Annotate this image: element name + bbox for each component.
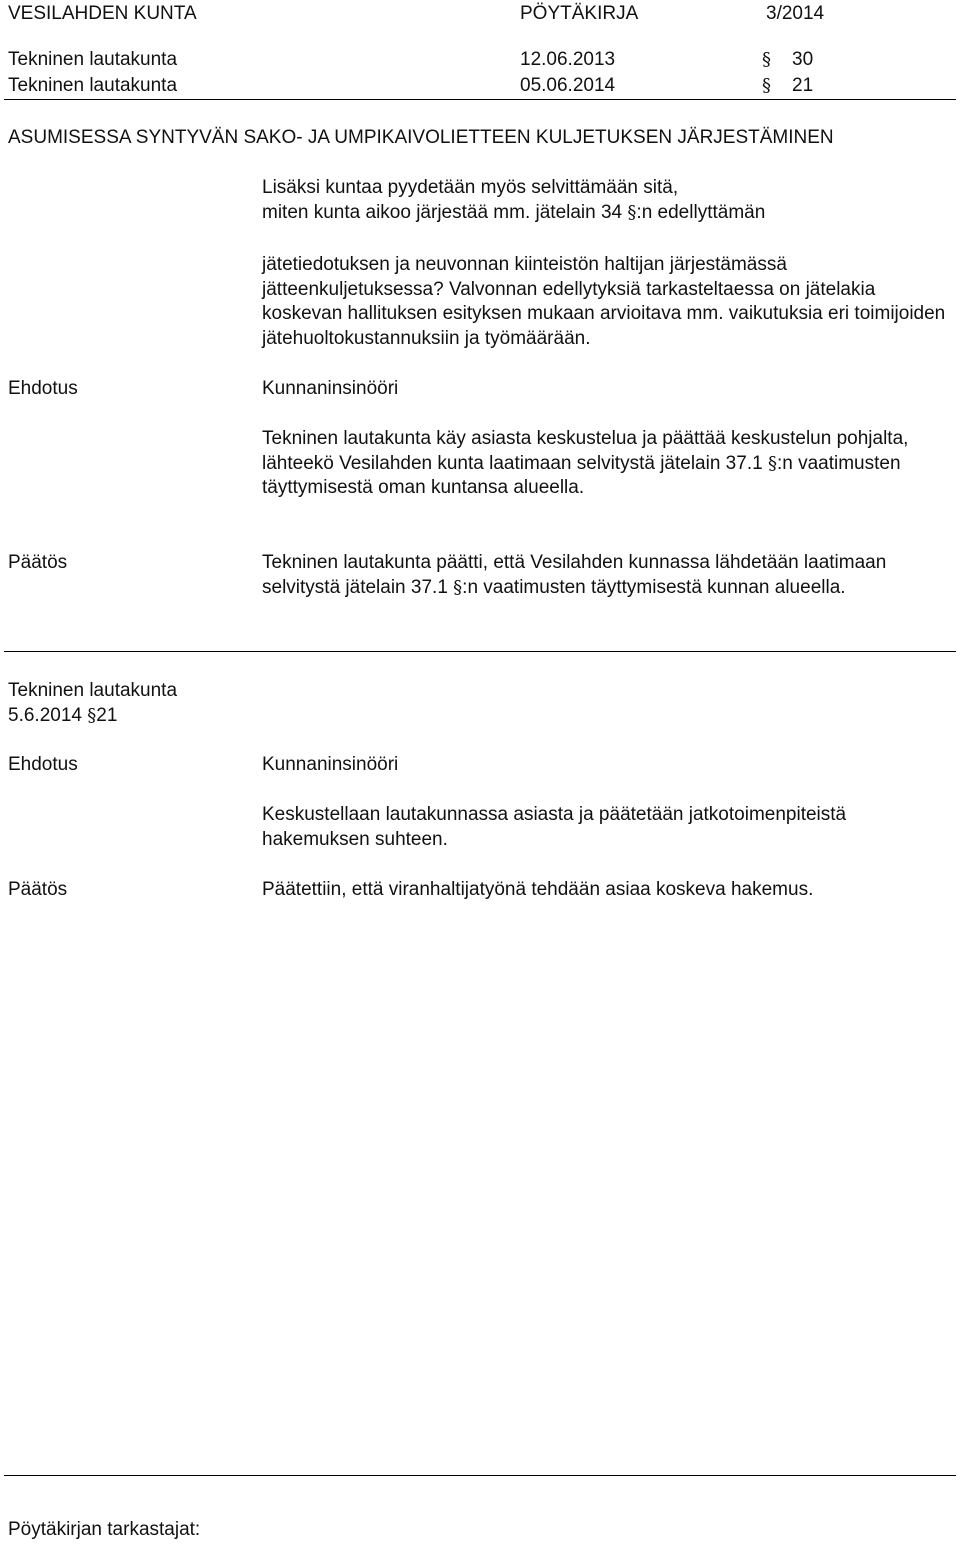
proposer: Kunnaninsinööri <box>262 754 399 775</box>
decision-text-tail: :n vaatimusten täyttymisestä kunnan alueella. <box>462 576 846 598</box>
section-number: 30 <box>792 49 814 70</box>
section-symbol: § <box>762 75 771 96</box>
proposer: Kunnaninsinööri <box>262 378 399 399</box>
decision-label: Päätös <box>8 879 68 900</box>
section-heading: Tekninen lautakunta <box>8 680 178 701</box>
section-reference <box>8 704 117 728</box>
footer-divider <box>4 1475 956 1476</box>
section-symbol: § <box>627 201 637 223</box>
proposal-label: Ehdotus <box>8 754 78 775</box>
section-symbol: § <box>767 452 777 474</box>
meeting-body: Tekninen lautakunta <box>8 75 178 96</box>
section-symbol: § <box>453 576 463 598</box>
section-number: 21 <box>792 75 814 96</box>
section-symbol: § <box>87 705 97 726</box>
meeting-date: 05.06.2014 <box>520 75 616 96</box>
decision-text: Päätettiin, että viranhaltijatyönä tehdään asiaa koskeva hakemus. <box>262 879 814 900</box>
section-divider <box>4 651 956 652</box>
proposal-text <box>262 427 952 501</box>
organization-name: VESILAHDEN KUNTA <box>8 3 197 24</box>
proposal-text: Keskustellaan lautakunnassa asiasta ja päätetään jatkotoimenpiteistä hakemuksen suhteen. <box>262 804 847 850</box>
proposal-text-tail: :n vaatimusten täyttymisestä oman kuntansa alueella. <box>262 452 901 498</box>
intro-paragraph-2: jätetiedotuksen ja neuvonnan kiinteistön haltijan järjestämässä jätteenkuljetuksessa? Valvonnan edellytyksiä tarkasteltaessa on jätelakia koskevan hallituksen esityksen mukaan arvioitava mm. vaikutuksia eri toimijoiden jätehuoltokustannuksiin ja työmäärään. <box>262 254 946 349</box>
intro-paragraph-1 <box>262 176 952 225</box>
intro-line-2-tail: :n edellyttämän <box>636 201 766 223</box>
intro-line-2-text: miten kunta aikoo järjestää mm. jätelain 34 <box>262 201 628 223</box>
document-type: PÖYTÄKIRJA <box>520 3 639 24</box>
meeting-date: 12.06.2013 <box>520 49 616 70</box>
document-number: 3/2014 <box>766 3 825 24</box>
proposal-label: Ehdotus <box>8 378 78 399</box>
decision-text <box>262 551 952 600</box>
decision-text-body: Tekninen lautakunta päätti, että Vesilahden kunnassa lähdetään laatimaan selvitystä jätelain 37.1 <box>262 552 887 598</box>
proposal-text-body: Tekninen lautakunta käy asiasta keskustelua ja päättää keskustelun pohjalta, lähteekö Vesilahden kunta laatimaan selvitystä jätelain 37.1 <box>262 428 909 474</box>
agenda-title: ASUMISESSA SYNTYVÄN SAKO- JA UMPIKAIVOLIETTEEN KULJETUKSEN JÄRJESTÄMINEN <box>8 127 834 148</box>
reviewers-label: Pöytäkirjan tarkastajat: <box>8 1519 201 1540</box>
meeting-body: Tekninen lautakunta <box>8 49 178 70</box>
intro-line-2 <box>262 202 765 223</box>
reference-number: 21 <box>96 705 118 726</box>
section-symbol: § <box>762 49 771 70</box>
decision-label: Päätös <box>8 552 68 573</box>
reference-date: 5.6.2014 <box>8 705 88 726</box>
intro-line-1: Lisäksi kuntaa pyydetään myös selvittämään sitä, <box>262 177 679 198</box>
header-divider <box>4 99 956 100</box>
